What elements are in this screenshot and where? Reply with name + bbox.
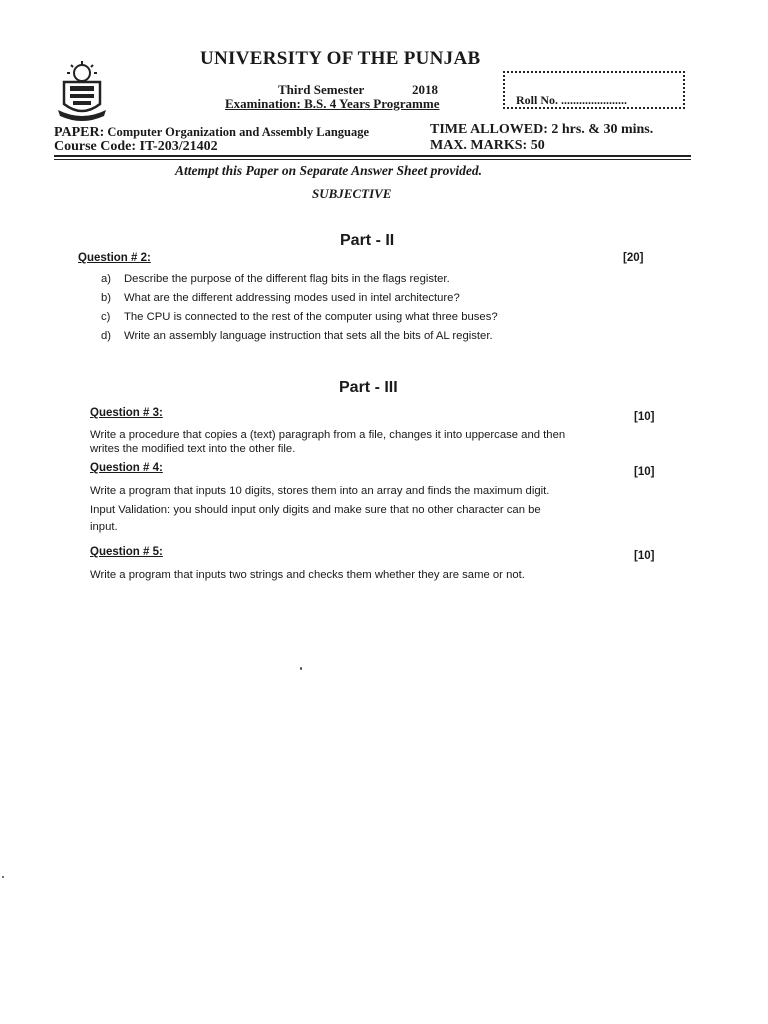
section-label: SUBJECTIVE [312, 186, 392, 201]
item-letter: b) [101, 292, 112, 304]
header-divider-thin [54, 159, 691, 160]
item-letter: d) [101, 330, 112, 342]
question-item [101, 311, 498, 323]
question-title: Question # 5: [90, 546, 163, 558]
question-marks: [20] [623, 252, 644, 264]
question-marks: [10] [634, 550, 655, 562]
part-heading: Part - II [340, 232, 395, 249]
question-text: writes the modified text into the other file. [90, 443, 296, 455]
scan-speck [300, 667, 302, 670]
item-letter: c) [101, 311, 111, 323]
course-code: Course Code: IT-203/21402 [54, 139, 218, 154]
semester-label: Third Semester [278, 82, 365, 97]
question-text: Write a procedure that copies a (text) paragraph from a file, changes it into uppercase and then [90, 429, 566, 441]
item-text: Write an assembly language instruction that sets all the bits of AL register. [124, 330, 493, 342]
question-marks: [10] [634, 411, 655, 423]
item-text: The CPU is connected to the rest of the computer using what three buses? [124, 311, 498, 323]
question-item [101, 273, 450, 285]
exam-year: 2018 [412, 82, 438, 97]
question-title: Question # 3: [90, 407, 163, 419]
question-text: Input Validation: you should input only digits and make sure that no other character can be [90, 504, 541, 516]
question-text: input. [90, 521, 118, 533]
examination-programme: Examination: B.S. 4 Years Programme [225, 96, 440, 111]
item-letter: a) [101, 273, 112, 285]
question-text: Write a program that inputs two strings and checks them whether they are same or not. [90, 569, 525, 581]
question-item [101, 292, 460, 304]
item-text: Describe the purpose of the different flag bits in the flags register. [124, 273, 450, 285]
question-item [101, 330, 493, 342]
question-title: Question # 2: [78, 252, 151, 264]
max-marks: MAX. MARKS: 50 [430, 138, 545, 153]
question-text: Write a program that inputs 10 digits, stores them into an array and finds the maximum digit. [90, 485, 550, 497]
paper-label: PAPER: [54, 125, 105, 140]
item-text: What are the different addressing modes used in intel architecture? [124, 292, 460, 304]
university-logo [56, 60, 108, 124]
paper-name: Computer Organization and Assembly Language [107, 125, 370, 139]
time-allowed: TIME ALLOWED: 2 hrs. & 30 mins. [430, 122, 654, 137]
university-title: UNIVERSITY OF THE PUNJAB [200, 48, 481, 69]
scan-speck [2, 876, 4, 878]
part-heading: Part - III [339, 379, 398, 396]
instruction-text: Attempt this Paper on Separate Answer Sheet provided. [175, 163, 483, 178]
header-divider [54, 155, 691, 157]
roll-number-field: Roll No. ...................... [516, 93, 627, 107]
question-marks: [10] [634, 466, 655, 478]
question-title: Question # 4: [90, 462, 163, 474]
